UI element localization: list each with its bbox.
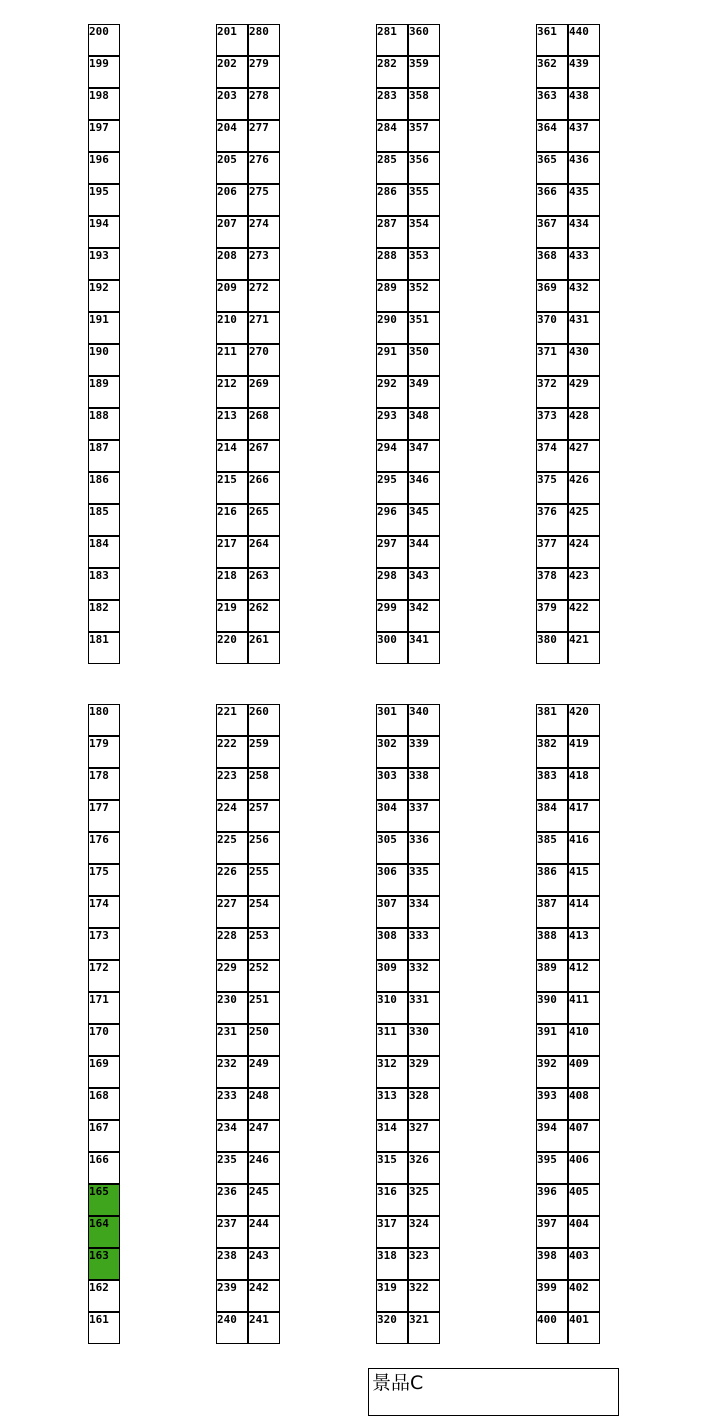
booth-189[interactable]: 189: [88, 376, 120, 408]
booth-414[interactable]: 414: [568, 896, 600, 928]
booth-273[interactable]: 273: [248, 248, 280, 280]
booth-304[interactable]: 304: [376, 800, 408, 832]
booth-366[interactable]: 366: [536, 184, 568, 216]
booth-428[interactable]: 428: [568, 408, 600, 440]
booth-225[interactable]: 225: [216, 832, 248, 864]
booth-262[interactable]: 262: [248, 600, 280, 632]
booth-285[interactable]: 285: [376, 152, 408, 184]
booth-230[interactable]: 230: [216, 992, 248, 1024]
booth-268[interactable]: 268: [248, 408, 280, 440]
booth-213[interactable]: 213: [216, 408, 248, 440]
booth-277[interactable]: 277: [248, 120, 280, 152]
booth-247[interactable]: 247: [248, 1120, 280, 1152]
booth-305[interactable]: 305: [376, 832, 408, 864]
booth-239[interactable]: 239: [216, 1280, 248, 1312]
booth-178[interactable]: 178: [88, 768, 120, 800]
booth-255[interactable]: 255: [248, 864, 280, 896]
booth-340[interactable]: 340: [408, 704, 440, 736]
booth-341[interactable]: 341: [408, 632, 440, 664]
booth-261[interactable]: 261: [248, 632, 280, 664]
booth-184[interactable]: 184: [88, 536, 120, 568]
booth-299[interactable]: 299: [376, 600, 408, 632]
booth-190[interactable]: 190: [88, 344, 120, 376]
booth-309[interactable]: 309: [376, 960, 408, 992]
booth-325[interactable]: 325: [408, 1184, 440, 1216]
booth-177[interactable]: 177: [88, 800, 120, 832]
booth-162[interactable]: 162: [88, 1280, 120, 1312]
booth-297[interactable]: 297: [376, 536, 408, 568]
booth-390[interactable]: 390: [536, 992, 568, 1024]
booth-370[interactable]: 370: [536, 312, 568, 344]
booth-312[interactable]: 312: [376, 1056, 408, 1088]
booth-216[interactable]: 216: [216, 504, 248, 536]
booth-376[interactable]: 376: [536, 504, 568, 536]
booth-392[interactable]: 392: [536, 1056, 568, 1088]
booth-284[interactable]: 284: [376, 120, 408, 152]
booth-250[interactable]: 250: [248, 1024, 280, 1056]
booth-192[interactable]: 192: [88, 280, 120, 312]
booth-314[interactable]: 314: [376, 1120, 408, 1152]
booth-274[interactable]: 274: [248, 216, 280, 248]
booth-214[interactable]: 214: [216, 440, 248, 472]
booth-436[interactable]: 436: [568, 152, 600, 184]
booth-260[interactable]: 260: [248, 704, 280, 736]
booth-337[interactable]: 337: [408, 800, 440, 832]
booth-206[interactable]: 206: [216, 184, 248, 216]
booth-329[interactable]: 329: [408, 1056, 440, 1088]
booth-233[interactable]: 233: [216, 1088, 248, 1120]
booth-290[interactable]: 290: [376, 312, 408, 344]
booth-334[interactable]: 334: [408, 896, 440, 928]
booth-223[interactable]: 223: [216, 768, 248, 800]
booth-316[interactable]: 316: [376, 1184, 408, 1216]
booth-331[interactable]: 331: [408, 992, 440, 1024]
booth-278[interactable]: 278: [248, 88, 280, 120]
booth-282[interactable]: 282: [376, 56, 408, 88]
booth-416[interactable]: 416: [568, 832, 600, 864]
booth-253[interactable]: 253: [248, 928, 280, 960]
booth-322[interactable]: 322: [408, 1280, 440, 1312]
booth-400[interactable]: 400: [536, 1312, 568, 1344]
booth-204[interactable]: 204: [216, 120, 248, 152]
booth-319[interactable]: 319: [376, 1280, 408, 1312]
booth-207[interactable]: 207: [216, 216, 248, 248]
booth-353[interactable]: 353: [408, 248, 440, 280]
booth-330[interactable]: 330: [408, 1024, 440, 1056]
booth-254[interactable]: 254: [248, 896, 280, 928]
booth-185[interactable]: 185: [88, 504, 120, 536]
booth-362[interactable]: 362: [536, 56, 568, 88]
booth-344[interactable]: 344: [408, 536, 440, 568]
booth-270[interactable]: 270: [248, 344, 280, 376]
booth-398[interactable]: 398: [536, 1248, 568, 1280]
booth-373[interactable]: 373: [536, 408, 568, 440]
booth-431[interactable]: 431: [568, 312, 600, 344]
booth-301[interactable]: 301: [376, 704, 408, 736]
booth-293[interactable]: 293: [376, 408, 408, 440]
booth-423[interactable]: 423: [568, 568, 600, 600]
booth-165[interactable]: 165: [88, 1184, 120, 1216]
booth-407[interactable]: 407: [568, 1120, 600, 1152]
booth-399[interactable]: 399: [536, 1280, 568, 1312]
booth-256[interactable]: 256: [248, 832, 280, 864]
booth-385[interactable]: 385: [536, 832, 568, 864]
booth-371[interactable]: 371: [536, 344, 568, 376]
booth-302[interactable]: 302: [376, 736, 408, 768]
booth-339[interactable]: 339: [408, 736, 440, 768]
booth-186[interactable]: 186: [88, 472, 120, 504]
booth-211[interactable]: 211: [216, 344, 248, 376]
booth-171[interactable]: 171: [88, 992, 120, 1024]
booth-298[interactable]: 298: [376, 568, 408, 600]
booth-351[interactable]: 351: [408, 312, 440, 344]
booth-384[interactable]: 384: [536, 800, 568, 832]
booth-295[interactable]: 295: [376, 472, 408, 504]
booth-438[interactable]: 438: [568, 88, 600, 120]
booth-396[interactable]: 396: [536, 1184, 568, 1216]
booth-426[interactable]: 426: [568, 472, 600, 504]
booth-346[interactable]: 346: [408, 472, 440, 504]
booth-440[interactable]: 440: [568, 24, 600, 56]
booth-389[interactable]: 389: [536, 960, 568, 992]
booth-172[interactable]: 172: [88, 960, 120, 992]
booth-418[interactable]: 418: [568, 768, 600, 800]
booth-333[interactable]: 333: [408, 928, 440, 960]
booth-175[interactable]: 175: [88, 864, 120, 896]
booth-240[interactable]: 240: [216, 1312, 248, 1344]
booth-412[interactable]: 412: [568, 960, 600, 992]
booth-357[interactable]: 357: [408, 120, 440, 152]
booth-201[interactable]: 201: [216, 24, 248, 56]
booth-245[interactable]: 245: [248, 1184, 280, 1216]
booth-208[interactable]: 208: [216, 248, 248, 280]
booth-242[interactable]: 242: [248, 1280, 280, 1312]
booth-349[interactable]: 349: [408, 376, 440, 408]
booth-224[interactable]: 224: [216, 800, 248, 832]
booth-289[interactable]: 289: [376, 280, 408, 312]
booth-191[interactable]: 191: [88, 312, 120, 344]
booth-251[interactable]: 251: [248, 992, 280, 1024]
booth-411[interactable]: 411: [568, 992, 600, 1024]
booth-359[interactable]: 359: [408, 56, 440, 88]
booth-433[interactable]: 433: [568, 248, 600, 280]
booth-422[interactable]: 422: [568, 600, 600, 632]
booth-168[interactable]: 168: [88, 1088, 120, 1120]
booth-326[interactable]: 326: [408, 1152, 440, 1184]
booth-252[interactable]: 252: [248, 960, 280, 992]
booth-352[interactable]: 352: [408, 280, 440, 312]
booth-358[interactable]: 358: [408, 88, 440, 120]
booth-294[interactable]: 294: [376, 440, 408, 472]
booth-232[interactable]: 232: [216, 1056, 248, 1088]
booth-328[interactable]: 328: [408, 1088, 440, 1120]
booth-209[interactable]: 209: [216, 280, 248, 312]
booth-356[interactable]: 356: [408, 152, 440, 184]
booth-417[interactable]: 417: [568, 800, 600, 832]
booth-188[interactable]: 188: [88, 408, 120, 440]
booth-408[interactable]: 408: [568, 1088, 600, 1120]
booth-394[interactable]: 394: [536, 1120, 568, 1152]
booth-402[interactable]: 402: [568, 1280, 600, 1312]
booth-193[interactable]: 193: [88, 248, 120, 280]
booth-267[interactable]: 267: [248, 440, 280, 472]
booth-383[interactable]: 383: [536, 768, 568, 800]
booth-266[interactable]: 266: [248, 472, 280, 504]
booth-382[interactable]: 382: [536, 736, 568, 768]
booth-269[interactable]: 269: [248, 376, 280, 408]
booth-202[interactable]: 202: [216, 56, 248, 88]
booth-439[interactable]: 439: [568, 56, 600, 88]
booth-167[interactable]: 167: [88, 1120, 120, 1152]
booth-415[interactable]: 415: [568, 864, 600, 896]
booth-219[interactable]: 219: [216, 600, 248, 632]
booth-244[interactable]: 244: [248, 1216, 280, 1248]
booth-286[interactable]: 286: [376, 184, 408, 216]
booth-313[interactable]: 313: [376, 1088, 408, 1120]
booth-248[interactable]: 248: [248, 1088, 280, 1120]
booth-180[interactable]: 180: [88, 704, 120, 736]
booth-397[interactable]: 397: [536, 1216, 568, 1248]
booth-429[interactable]: 429: [568, 376, 600, 408]
booth-200[interactable]: 200: [88, 24, 120, 56]
booth-367[interactable]: 367: [536, 216, 568, 248]
booth-210[interactable]: 210: [216, 312, 248, 344]
booth-218[interactable]: 218: [216, 568, 248, 600]
booth-215[interactable]: 215: [216, 472, 248, 504]
booth-435[interactable]: 435: [568, 184, 600, 216]
booth-228[interactable]: 228: [216, 928, 248, 960]
booth-212[interactable]: 212: [216, 376, 248, 408]
booth-291[interactable]: 291: [376, 344, 408, 376]
booth-378[interactable]: 378: [536, 568, 568, 600]
booth-420[interactable]: 420: [568, 704, 600, 736]
booth-413[interactable]: 413: [568, 928, 600, 960]
booth-345[interactable]: 345: [408, 504, 440, 536]
booth-258[interactable]: 258: [248, 768, 280, 800]
booth-350[interactable]: 350: [408, 344, 440, 376]
booth-246[interactable]: 246: [248, 1152, 280, 1184]
booth-317[interactable]: 317: [376, 1216, 408, 1248]
booth-169[interactable]: 169: [88, 1056, 120, 1088]
booth-363[interactable]: 363: [536, 88, 568, 120]
booth-343[interactable]: 343: [408, 568, 440, 600]
booth-381[interactable]: 381: [536, 704, 568, 736]
booth-338[interactable]: 338: [408, 768, 440, 800]
booth-264[interactable]: 264: [248, 536, 280, 568]
prize-box: [368, 1368, 619, 1416]
booth-355[interactable]: 355: [408, 184, 440, 216]
booth-279[interactable]: 279: [248, 56, 280, 88]
booth-354[interactable]: 354: [408, 216, 440, 248]
booth-163[interactable]: 163: [88, 1248, 120, 1280]
booth-365[interactable]: 365: [536, 152, 568, 184]
booth-401[interactable]: 401: [568, 1312, 600, 1344]
booth-425[interactable]: 425: [568, 504, 600, 536]
booth-195[interactable]: 195: [88, 184, 120, 216]
booth-174[interactable]: 174: [88, 896, 120, 928]
booth-342[interactable]: 342: [408, 600, 440, 632]
booth-283[interactable]: 283: [376, 88, 408, 120]
booth-229[interactable]: 229: [216, 960, 248, 992]
booth-271[interactable]: 271: [248, 312, 280, 344]
booth-388[interactable]: 388: [536, 928, 568, 960]
booth-315[interactable]: 315: [376, 1152, 408, 1184]
booth-238[interactable]: 238: [216, 1248, 248, 1280]
booth-432[interactable]: 432: [568, 280, 600, 312]
booth-348[interactable]: 348: [408, 408, 440, 440]
booth-179[interactable]: 179: [88, 736, 120, 768]
booth-275[interactable]: 275: [248, 184, 280, 216]
booth-318[interactable]: 318: [376, 1248, 408, 1280]
booth-310[interactable]: 310: [376, 992, 408, 1024]
booth-300[interactable]: 300: [376, 632, 408, 664]
booth-409[interactable]: 409: [568, 1056, 600, 1088]
booth-404[interactable]: 404: [568, 1216, 600, 1248]
booth-323[interactable]: 323: [408, 1248, 440, 1280]
booth-369[interactable]: 369: [536, 280, 568, 312]
booth-170[interactable]: 170: [88, 1024, 120, 1056]
booth-234[interactable]: 234: [216, 1120, 248, 1152]
booth-288[interactable]: 288: [376, 248, 408, 280]
booth-241[interactable]: 241: [248, 1312, 280, 1344]
booth-181[interactable]: 181: [88, 632, 120, 664]
booth-437[interactable]: 437: [568, 120, 600, 152]
booth-347[interactable]: 347: [408, 440, 440, 472]
booth-368[interactable]: 368: [536, 248, 568, 280]
booth-406[interactable]: 406: [568, 1152, 600, 1184]
booth-196[interactable]: 196: [88, 152, 120, 184]
booth-237[interactable]: 237: [216, 1216, 248, 1248]
booth-187[interactable]: 187: [88, 440, 120, 472]
booth-307[interactable]: 307: [376, 896, 408, 928]
booth-243[interactable]: 243: [248, 1248, 280, 1280]
booth-393[interactable]: 393: [536, 1088, 568, 1120]
booth-424[interactable]: 424: [568, 536, 600, 568]
booth-281[interactable]: 281: [376, 24, 408, 56]
booth-386[interactable]: 386: [536, 864, 568, 896]
booth-166[interactable]: 166: [88, 1152, 120, 1184]
booth-194[interactable]: 194: [88, 216, 120, 248]
booth-380[interactable]: 380: [536, 632, 568, 664]
booth-221[interactable]: 221: [216, 704, 248, 736]
booth-296[interactable]: 296: [376, 504, 408, 536]
booth-391[interactable]: 391: [536, 1024, 568, 1056]
booth-427[interactable]: 427: [568, 440, 600, 472]
booth-203[interactable]: 203: [216, 88, 248, 120]
booth-226[interactable]: 226: [216, 864, 248, 896]
booth-287[interactable]: 287: [376, 216, 408, 248]
booth-360[interactable]: 360: [408, 24, 440, 56]
booth-182[interactable]: 182: [88, 600, 120, 632]
booth-205[interactable]: 205: [216, 152, 248, 184]
booth-176[interactable]: 176: [88, 832, 120, 864]
booth-387[interactable]: 387: [536, 896, 568, 928]
booth-272[interactable]: 272: [248, 280, 280, 312]
booth-395[interactable]: 395: [536, 1152, 568, 1184]
booth-220[interactable]: 220: [216, 632, 248, 664]
booth-173[interactable]: 173: [88, 928, 120, 960]
booth-419[interactable]: 419: [568, 736, 600, 768]
booth-421[interactable]: 421: [568, 632, 600, 664]
booth-292[interactable]: 292: [376, 376, 408, 408]
booth-161[interactable]: 161: [88, 1312, 120, 1344]
booth-231[interactable]: 231: [216, 1024, 248, 1056]
booth-227[interactable]: 227: [216, 896, 248, 928]
booth-183[interactable]: 183: [88, 568, 120, 600]
booth-311[interactable]: 311: [376, 1024, 408, 1056]
booth-199[interactable]: 199: [88, 56, 120, 88]
booth-257[interactable]: 257: [248, 800, 280, 832]
booth-375[interactable]: 375: [536, 472, 568, 504]
booth-280[interactable]: 280: [248, 24, 280, 56]
booth-332[interactable]: 332: [408, 960, 440, 992]
booth-235[interactable]: 235: [216, 1152, 248, 1184]
booth-327[interactable]: 327: [408, 1120, 440, 1152]
booth-336[interactable]: 336: [408, 832, 440, 864]
booth-434[interactable]: 434: [568, 216, 600, 248]
booth-377[interactable]: 377: [536, 536, 568, 568]
booth-306[interactable]: 306: [376, 864, 408, 896]
booth-364[interactable]: 364: [536, 120, 568, 152]
booth-410[interactable]: 410: [568, 1024, 600, 1056]
booth-308[interactable]: 308: [376, 928, 408, 960]
booth-320[interactable]: 320: [376, 1312, 408, 1344]
booth-303[interactable]: 303: [376, 768, 408, 800]
booth-324[interactable]: 324: [408, 1216, 440, 1248]
booth-197[interactable]: 197: [88, 120, 120, 152]
booth-276[interactable]: 276: [248, 152, 280, 184]
prize-label: 景品C: [372, 1372, 424, 1394]
booth-249[interactable]: 249: [248, 1056, 280, 1088]
booth-374[interactable]: 374: [536, 440, 568, 472]
booth-379[interactable]: 379: [536, 600, 568, 632]
booth-263[interactable]: 263: [248, 568, 280, 600]
booth-222[interactable]: 222: [216, 736, 248, 768]
booth-259[interactable]: 259: [248, 736, 280, 768]
booth-361[interactable]: 361: [536, 24, 568, 56]
booth-265[interactable]: 265: [248, 504, 280, 536]
booth-198[interactable]: 198: [88, 88, 120, 120]
booth-405[interactable]: 405: [568, 1184, 600, 1216]
booth-430[interactable]: 430: [568, 344, 600, 376]
booth-403[interactable]: 403: [568, 1248, 600, 1280]
booth-321[interactable]: 321: [408, 1312, 440, 1344]
booth-372[interactable]: 372: [536, 376, 568, 408]
booth-335[interactable]: 335: [408, 864, 440, 896]
booth-164[interactable]: 164: [88, 1216, 120, 1248]
booth-236[interactable]: 236: [216, 1184, 248, 1216]
booth-217[interactable]: 217: [216, 536, 248, 568]
